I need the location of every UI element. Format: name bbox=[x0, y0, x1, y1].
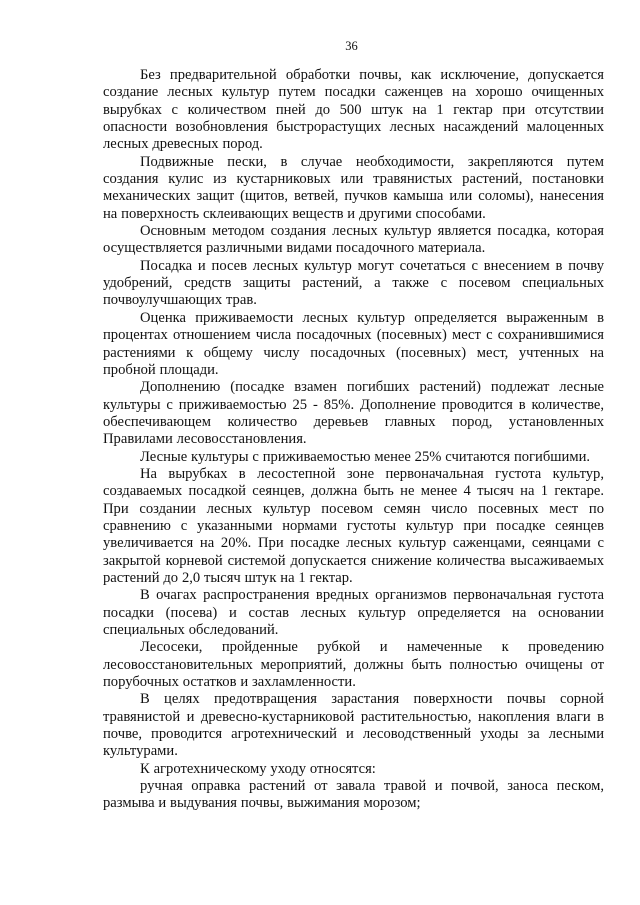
paragraph: На вырубках в лесостепной зоне первоначальная густота культур, создаваемых посадкой сеянцев, должна быть не менее 4 тысяч на 1 гектаре. При создании лесных культур посевом семян число посевных мест по сравнению с указанными нормами густоты культур при посадке сеянцев увеличивается на 20%. При посадке лесных культур саженцами, сеянцами с закрытой корневой системой допускается снижение количества высаживаемых растений до 2,0 тысяч штук на 1 гектар. bbox=[103, 465, 604, 586]
paragraph: Посадка и посев лесных культур могут сочетаться с внесением в почву удобрений, средств защиты растений, а также с посевом специальных почвоулучшающих трав. bbox=[103, 257, 604, 309]
paragraph: К агротехническому уходу относятся: bbox=[140, 760, 376, 777]
paragraph: Подвижные пески, в случае необходимости, закрепляются путем создания кулис из кустарниковых или травянистых растений, постановки механических защит (щитов, ветвей, пучков камыша или соломы), нанесения на поверхность склеивающих веществ и другими способами. bbox=[103, 153, 604, 222]
paragraph: В целях предотвращения зарастания поверхности почвы сорной травянистой и древесно-кустарниковой растительностью, накопления влаги в почве, проводится агротехнический и лесоводственный уходы за лесными культурами. bbox=[103, 691, 604, 760]
paragraph: Дополнению (посадке взамен погибших растений) подлежат лесные культуры с приживаемостью 25 - 85%. Дополнение проводится в количестве, обеспечивающем количество деревьев главных пород, установленных Правилами лесовосстановления. bbox=[103, 379, 604, 448]
paragraph: В очагах распространения вредных организмов первоначальная густота посадки (посева) и состав лесных культур определяется на основании специальных обследований. bbox=[103, 587, 604, 638]
paragraph: Основным методом создания лесных культур является посадка, которая осуществляется различными видами посадочного материала. bbox=[103, 223, 604, 257]
paragraph: ручная оправка растений от завала травой и почвой, заноса песком, размыва и выдувания почвы, выжимания морозом; bbox=[103, 778, 604, 812]
paragraph: Без предварительной обработки почвы, как исключение, допускается создание лесных культур путем посадки саженцев на хорошо очищенных вырубках с количеством пней до 500 штук на 1 гектар при отсутствии опасности возобновления быстрорастущих лесных насаждений малоценных лесных древесных пород. bbox=[103, 67, 604, 153]
paragraph: Лесные культуры с приживаемостью менее 25% считаются погибшими. bbox=[140, 448, 591, 465]
page-number: 36 bbox=[345, 39, 358, 53]
paragraph: Оценка приживаемости лесных культур определяется выраженным в процентах отношением числа посадочных (посевных) мест с сохранившимися растениями к общему числу посадочных (посевных) мест, учтенных на пробной площади. bbox=[103, 309, 604, 378]
paragraph: Лесосеки, пройденные рубкой и намеченные к проведению лесовосстановительных мероприятий, должны быть полностью очищены от порубочных остатков и захламленности. bbox=[103, 639, 604, 691]
